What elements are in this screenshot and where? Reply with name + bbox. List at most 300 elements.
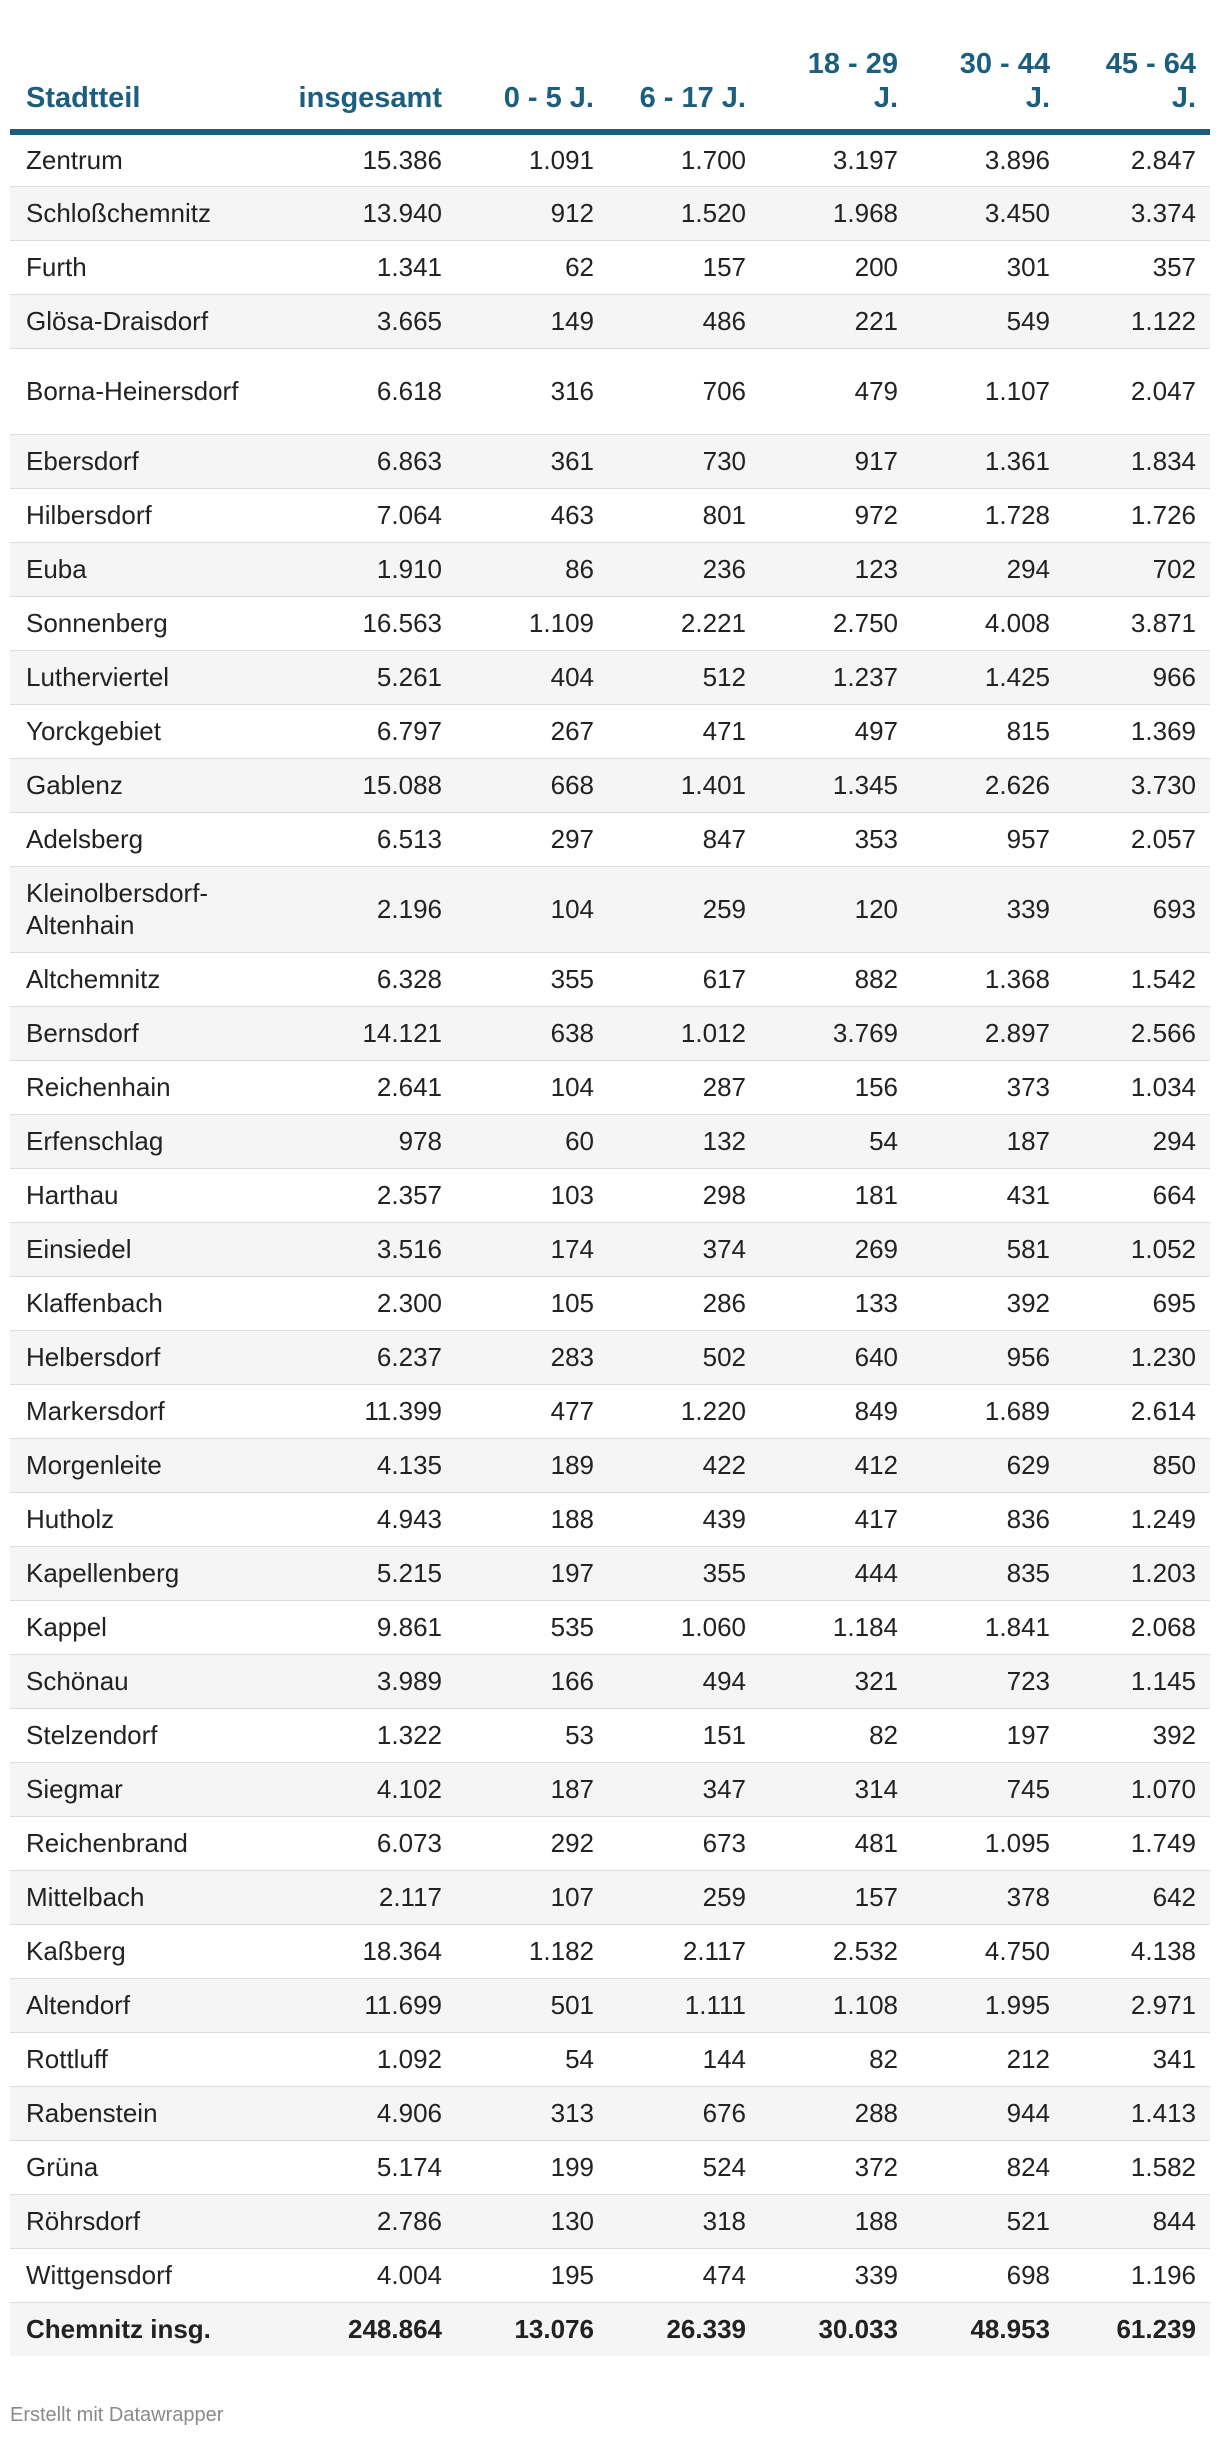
value-cell: 341 <box>1064 2032 1210 2086</box>
district-name-cell: Reichenbrand <box>10 1816 266 1870</box>
value-cell: 86 <box>456 542 608 596</box>
value-cell: 849 <box>760 1384 912 1438</box>
value-cell: 6.618 <box>266 348 456 434</box>
value-cell: 2.786 <box>266 2194 456 2248</box>
value-cell: 5.215 <box>266 1546 456 1600</box>
table-row <box>10 1492 1210 1546</box>
value-cell: 4.008 <box>912 596 1064 650</box>
value-cell: 629 <box>912 1438 1064 1492</box>
value-cell: 847 <box>608 812 760 866</box>
value-cell: 105 <box>456 1276 608 1330</box>
value-cell: 3.769 <box>760 1006 912 1060</box>
table-row <box>10 1006 1210 1060</box>
value-cell: 1.726 <box>1064 488 1210 542</box>
value-cell: 107 <box>456 1870 608 1924</box>
value-cell: 6.073 <box>266 1816 456 1870</box>
value-cell: 1.728 <box>912 488 1064 542</box>
value-cell: 283 <box>456 1330 608 1384</box>
value-cell: 668 <box>456 758 608 812</box>
table-row <box>10 1870 1210 1924</box>
column-header[interactable]: insgesamt <box>266 0 456 132</box>
value-cell: 2.626 <box>912 758 1064 812</box>
district-name-cell: Schloßchemnitz <box>10 186 266 240</box>
value-cell: 617 <box>608 952 760 1006</box>
value-cell: 16.563 <box>266 596 456 650</box>
table-row <box>10 650 1210 704</box>
value-cell: 1.145 <box>1064 1654 1210 1708</box>
value-cell: 1.401 <box>608 758 760 812</box>
total-row <box>10 2302 1210 2356</box>
value-cell: 1.070 <box>1064 1762 1210 1816</box>
value-cell: 2.614 <box>1064 1384 1210 1438</box>
value-cell: 188 <box>760 2194 912 2248</box>
table-row <box>10 1438 1210 1492</box>
value-cell: 1.034 <box>1064 1060 1210 1114</box>
total-value-cell: 248.864 <box>266 2302 456 2356</box>
table-row <box>10 1546 1210 1600</box>
table-row <box>10 2032 1210 2086</box>
value-cell: 286 <box>608 1276 760 1330</box>
value-cell: 6.237 <box>266 1330 456 1384</box>
value-cell: 318 <box>608 2194 760 2248</box>
district-name-cell: Altchemnitz <box>10 952 266 1006</box>
value-cell: 15.088 <box>266 758 456 812</box>
value-cell: 392 <box>912 1276 1064 1330</box>
district-name-cell: Kapellenberg <box>10 1546 266 1600</box>
value-cell: 6.513 <box>266 812 456 866</box>
value-cell: 524 <box>608 2140 760 2194</box>
value-cell: 120 <box>760 866 912 952</box>
district-name-cell: Sonnenberg <box>10 596 266 650</box>
value-cell: 1.968 <box>760 186 912 240</box>
value-cell: 6.797 <box>266 704 456 758</box>
district-name-cell: Glösa-Draisdorf <box>10 294 266 348</box>
value-cell: 62 <box>456 240 608 294</box>
value-cell: 357 <box>1064 240 1210 294</box>
table-row <box>10 1114 1210 1168</box>
total-value-cell: 61.239 <box>1064 2302 1210 2356</box>
value-cell: 477 <box>456 1384 608 1438</box>
value-cell: 882 <box>760 952 912 1006</box>
table-row <box>10 1222 1210 1276</box>
table-row <box>10 866 1210 952</box>
value-cell: 723 <box>912 1654 1064 1708</box>
district-name-cell: Euba <box>10 542 266 596</box>
table-row <box>10 952 1210 1006</box>
value-cell: 187 <box>912 1114 1064 1168</box>
value-cell: 1.108 <box>760 1978 912 2032</box>
value-cell: 706 <box>608 348 760 434</box>
value-cell: 53 <box>456 1708 608 1762</box>
district-name-cell: Klaffenbach <box>10 1276 266 1330</box>
value-cell: 339 <box>912 866 1064 952</box>
value-cell: 1.060 <box>608 1600 760 1654</box>
value-cell: 1.182 <box>456 1924 608 1978</box>
value-cell: 1.122 <box>1064 294 1210 348</box>
value-cell: 60 <box>456 1114 608 1168</box>
value-cell: 2.196 <box>266 866 456 952</box>
datawrapper-credit: Erstellt mit Datawrapper <box>10 2404 224 2426</box>
value-cell: 2.117 <box>266 1870 456 1924</box>
population-table <box>10 0 1210 2356</box>
district-name-cell: Wittgensdorf <box>10 2248 266 2302</box>
value-cell: 355 <box>456 952 608 1006</box>
table-row <box>10 434 1210 488</box>
value-cell: 1.341 <box>266 240 456 294</box>
value-cell: 5.174 <box>266 2140 456 2194</box>
value-cell: 1.345 <box>760 758 912 812</box>
value-cell: 157 <box>760 1870 912 1924</box>
table-row <box>10 1708 1210 1762</box>
value-cell: 3.665 <box>266 294 456 348</box>
table-row <box>10 1600 1210 1654</box>
value-cell: 103 <box>456 1168 608 1222</box>
value-cell: 2.750 <box>760 596 912 650</box>
value-cell: 966 <box>1064 650 1210 704</box>
value-cell: 104 <box>456 1060 608 1114</box>
value-cell: 2.047 <box>1064 348 1210 434</box>
value-cell: 1.700 <box>608 132 760 186</box>
value-cell: 3.730 <box>1064 758 1210 812</box>
table-row <box>10 1060 1210 1114</box>
value-cell: 1.749 <box>1064 1816 1210 1870</box>
value-cell: 288 <box>760 2086 912 2140</box>
district-name-cell: Reichenhain <box>10 1060 266 1114</box>
value-cell: 912 <box>456 186 608 240</box>
value-cell: 2.566 <box>1064 1006 1210 1060</box>
district-name-cell: Röhrsdorf <box>10 2194 266 2248</box>
value-cell: 956 <box>912 1330 1064 1384</box>
value-cell: 1.361 <box>912 434 1064 488</box>
value-cell: 494 <box>608 1654 760 1708</box>
value-cell: 156 <box>760 1060 912 1114</box>
value-cell: 1.249 <box>1064 1492 1210 1546</box>
value-cell: 944 <box>912 2086 1064 2140</box>
total-value-cell: 30.033 <box>760 2302 912 2356</box>
value-cell: 535 <box>456 1600 608 1654</box>
value-cell: 13.940 <box>266 186 456 240</box>
value-cell: 1.322 <box>266 1708 456 1762</box>
value-cell: 2.057 <box>1064 812 1210 866</box>
table-row <box>10 1168 1210 1222</box>
value-cell: 2.221 <box>608 596 760 650</box>
value-cell: 11.399 <box>266 1384 456 1438</box>
value-cell: 197 <box>456 1546 608 1600</box>
value-cell: 2.847 <box>1064 132 1210 186</box>
value-cell: 502 <box>608 1330 760 1384</box>
value-cell: 439 <box>608 1492 760 1546</box>
value-cell: 4.004 <box>266 2248 456 2302</box>
value-cell: 294 <box>1064 1114 1210 1168</box>
column-header[interactable]: 6 - 17 J. <box>608 0 760 132</box>
value-cell: 197 <box>912 1708 1064 1762</box>
table-row <box>10 2140 1210 2194</box>
value-cell: 212 <box>912 2032 1064 2086</box>
value-cell: 1.413 <box>1064 2086 1210 2140</box>
value-cell: 144 <box>608 2032 760 2086</box>
value-cell: 422 <box>608 1438 760 1492</box>
district-name-cell: Helbersdorf <box>10 1330 266 1384</box>
value-cell: 199 <box>456 2140 608 2194</box>
value-cell: 693 <box>1064 866 1210 952</box>
value-cell: 2.300 <box>266 1276 456 1330</box>
table-row <box>10 1978 1210 2032</box>
value-cell: 471 <box>608 704 760 758</box>
value-cell: 132 <box>608 1114 760 1168</box>
value-cell: 14.121 <box>266 1006 456 1060</box>
value-cell: 638 <box>456 1006 608 1060</box>
value-cell: 1.107 <box>912 348 1064 434</box>
total-value-cell: 48.953 <box>912 2302 1064 2356</box>
value-cell: 474 <box>608 2248 760 2302</box>
value-cell: 3.989 <box>266 1654 456 1708</box>
district-name-cell: Grüna <box>10 2140 266 2194</box>
value-cell: 189 <box>456 1438 608 1492</box>
district-name-cell: Harthau <box>10 1168 266 1222</box>
value-cell: 824 <box>912 2140 1064 2194</box>
table-row <box>10 240 1210 294</box>
value-cell: 695 <box>1064 1276 1210 1330</box>
value-cell: 18.364 <box>266 1924 456 1978</box>
value-cell: 130 <box>456 2194 608 2248</box>
value-cell: 676 <box>608 2086 760 2140</box>
table-row <box>10 294 1210 348</box>
value-cell: 1.369 <box>1064 704 1210 758</box>
table-row <box>10 1654 1210 1708</box>
value-cell: 221 <box>760 294 912 348</box>
value-cell: 174 <box>456 1222 608 1276</box>
table-row <box>10 348 1210 434</box>
district-name-cell: Kappel <box>10 1600 266 1654</box>
value-cell: 313 <box>456 2086 608 2140</box>
value-cell: 444 <box>760 1546 912 1600</box>
value-cell: 581 <box>912 1222 1064 1276</box>
district-name-cell: Ebersdorf <box>10 434 266 488</box>
value-cell: 801 <box>608 488 760 542</box>
value-cell: 259 <box>608 866 760 952</box>
column-header[interactable]: Stadtteil <box>10 0 266 132</box>
value-cell: 378 <box>912 1870 1064 1924</box>
value-cell: 373 <box>912 1060 1064 1114</box>
table-row <box>10 542 1210 596</box>
table-row <box>10 1762 1210 1816</box>
value-cell: 3.896 <box>912 132 1064 186</box>
value-cell: 1.834 <box>1064 434 1210 488</box>
value-cell: 298 <box>608 1168 760 1222</box>
value-cell: 2.532 <box>760 1924 912 1978</box>
value-cell: 835 <box>912 1546 1064 1600</box>
table-row <box>10 1816 1210 1870</box>
value-cell: 3.197 <box>760 132 912 186</box>
value-cell: 1.220 <box>608 1384 760 1438</box>
value-cell: 200 <box>760 240 912 294</box>
table-row <box>10 812 1210 866</box>
value-cell: 7.064 <box>266 488 456 542</box>
value-cell: 1.841 <box>912 1600 1064 1654</box>
value-cell: 353 <box>760 812 912 866</box>
table-row <box>10 758 1210 812</box>
district-name-cell: Markersdorf <box>10 1384 266 1438</box>
district-name-cell: Einsiedel <box>10 1222 266 1276</box>
value-cell: 4.943 <box>266 1492 456 1546</box>
value-cell: 1.203 <box>1064 1546 1210 1600</box>
value-cell: 133 <box>760 1276 912 1330</box>
value-cell: 698 <box>912 2248 1064 2302</box>
value-cell: 463 <box>456 488 608 542</box>
table-row <box>10 1330 1210 1384</box>
value-cell: 4.135 <box>266 1438 456 1492</box>
value-cell: 1.582 <box>1064 2140 1210 2194</box>
table-row <box>10 2086 1210 2140</box>
value-cell: 339 <box>760 2248 912 2302</box>
value-cell: 1.230 <box>1064 1330 1210 1384</box>
value-cell: 316 <box>456 348 608 434</box>
value-cell: 702 <box>1064 542 1210 596</box>
value-cell: 417 <box>760 1492 912 1546</box>
value-cell: 123 <box>760 542 912 596</box>
total-label-cell: Chemnitz insg. <box>10 2302 266 2356</box>
table-row <box>10 186 1210 240</box>
value-cell: 1.542 <box>1064 952 1210 1006</box>
value-cell: 481 <box>760 1816 912 1870</box>
table-row <box>10 596 1210 650</box>
value-cell: 3.374 <box>1064 186 1210 240</box>
value-cell: 301 <box>912 240 1064 294</box>
value-cell: 978 <box>266 1114 456 1168</box>
value-cell: 3.516 <box>266 1222 456 1276</box>
district-name-cell: Rottluff <box>10 2032 266 2086</box>
value-cell: 2.641 <box>266 1060 456 1114</box>
value-cell: 5.261 <box>266 650 456 704</box>
value-cell: 4.102 <box>266 1762 456 1816</box>
value-cell: 374 <box>608 1222 760 1276</box>
value-cell: 3.450 <box>912 186 1064 240</box>
column-header[interactable]: 0 - 5 J. <box>456 0 608 132</box>
table-header-row <box>10 0 1210 132</box>
value-cell: 9.861 <box>266 1600 456 1654</box>
value-cell: 259 <box>608 1870 760 1924</box>
value-cell: 1.052 <box>1064 1222 1210 1276</box>
table-row <box>10 2194 1210 2248</box>
value-cell: 431 <box>912 1168 1064 1222</box>
value-cell: 2.117 <box>608 1924 760 1978</box>
value-cell: 745 <box>912 1762 1064 1816</box>
value-cell: 4.750 <box>912 1924 1064 1978</box>
value-cell: 501 <box>456 1978 608 2032</box>
total-value-cell: 13.076 <box>456 2302 608 2356</box>
value-cell: 549 <box>912 294 1064 348</box>
value-cell: 512 <box>608 650 760 704</box>
value-cell: 187 <box>456 1762 608 1816</box>
value-cell: 54 <box>456 2032 608 2086</box>
value-cell: 479 <box>760 348 912 434</box>
district-name-cell: Bernsdorf <box>10 1006 266 1060</box>
value-cell: 15.386 <box>266 132 456 186</box>
value-cell: 151 <box>608 1708 760 1762</box>
district-name-cell: Morgenleite <box>10 1438 266 1492</box>
value-cell: 181 <box>760 1168 912 1222</box>
value-cell: 292 <box>456 1816 608 1870</box>
value-cell: 2.068 <box>1064 1600 1210 1654</box>
value-cell: 521 <box>912 2194 1064 2248</box>
district-name-cell: Yorckgebiet <box>10 704 266 758</box>
value-cell: 1.012 <box>608 1006 760 1060</box>
value-cell: 347 <box>608 1762 760 1816</box>
value-cell: 6.328 <box>266 952 456 1006</box>
value-cell: 104 <box>456 866 608 952</box>
value-cell: 3.871 <box>1064 596 1210 650</box>
value-cell: 287 <box>608 1060 760 1114</box>
value-cell: 2.897 <box>912 1006 1064 1060</box>
value-cell: 355 <box>608 1546 760 1600</box>
district-name-cell: Erfenschlag <box>10 1114 266 1168</box>
table-row <box>10 1276 1210 1330</box>
value-cell: 642 <box>1064 1870 1210 1924</box>
value-cell: 236 <box>608 542 760 596</box>
table-row <box>10 2248 1210 2302</box>
value-cell: 640 <box>760 1330 912 1384</box>
value-cell: 11.699 <box>266 1978 456 2032</box>
value-cell: 1.368 <box>912 952 1064 1006</box>
column-header[interactable]: 30 - 44 J. <box>912 0 1064 132</box>
value-cell: 957 <box>912 812 1064 866</box>
value-cell: 297 <box>456 812 608 866</box>
district-name-cell: Rabenstein <box>10 2086 266 2140</box>
district-name-cell: Siegmar <box>10 1762 266 1816</box>
value-cell: 2.971 <box>1064 1978 1210 2032</box>
district-name-cell: Hutholz <box>10 1492 266 1546</box>
value-cell: 4.906 <box>266 2086 456 2140</box>
value-cell: 1.091 <box>456 132 608 186</box>
value-cell: 917 <box>760 434 912 488</box>
value-cell: 844 <box>1064 2194 1210 2248</box>
value-cell: 269 <box>760 1222 912 1276</box>
value-cell: 1.237 <box>760 650 912 704</box>
column-header[interactable]: 18 - 29 J. <box>760 0 912 132</box>
value-cell: 972 <box>760 488 912 542</box>
value-cell: 195 <box>456 2248 608 2302</box>
value-cell: 188 <box>456 1492 608 1546</box>
value-cell: 664 <box>1064 1168 1210 1222</box>
value-cell: 1.095 <box>912 1816 1064 1870</box>
value-cell: 486 <box>608 294 760 348</box>
value-cell: 361 <box>456 434 608 488</box>
value-cell: 82 <box>760 1708 912 1762</box>
value-cell: 1.910 <box>266 542 456 596</box>
value-cell: 314 <box>760 1762 912 1816</box>
value-cell: 673 <box>608 1816 760 1870</box>
district-name-cell: Zentrum <box>10 132 266 186</box>
value-cell: 4.138 <box>1064 1924 1210 1978</box>
value-cell: 815 <box>912 704 1064 758</box>
district-name-cell: Kaßberg <box>10 1924 266 1978</box>
table-row <box>10 704 1210 758</box>
district-name-cell: Kleinolbersdorf-Altenhain <box>10 866 266 952</box>
value-cell: 1.196 <box>1064 2248 1210 2302</box>
column-header[interactable]: 45 - 64 J. <box>1064 0 1210 132</box>
district-name-cell: Borna-Heinersdorf <box>10 348 266 434</box>
district-name-cell: Schönau <box>10 1654 266 1708</box>
value-cell: 321 <box>760 1654 912 1708</box>
value-cell: 392 <box>1064 1708 1210 1762</box>
value-cell: 836 <box>912 1492 1064 1546</box>
district-name-cell: Mittelbach <box>10 1870 266 1924</box>
value-cell: 412 <box>760 1438 912 1492</box>
value-cell: 404 <box>456 650 608 704</box>
district-name-cell: Gablenz <box>10 758 266 812</box>
district-name-cell: Adelsberg <box>10 812 266 866</box>
table-row <box>10 1924 1210 1978</box>
